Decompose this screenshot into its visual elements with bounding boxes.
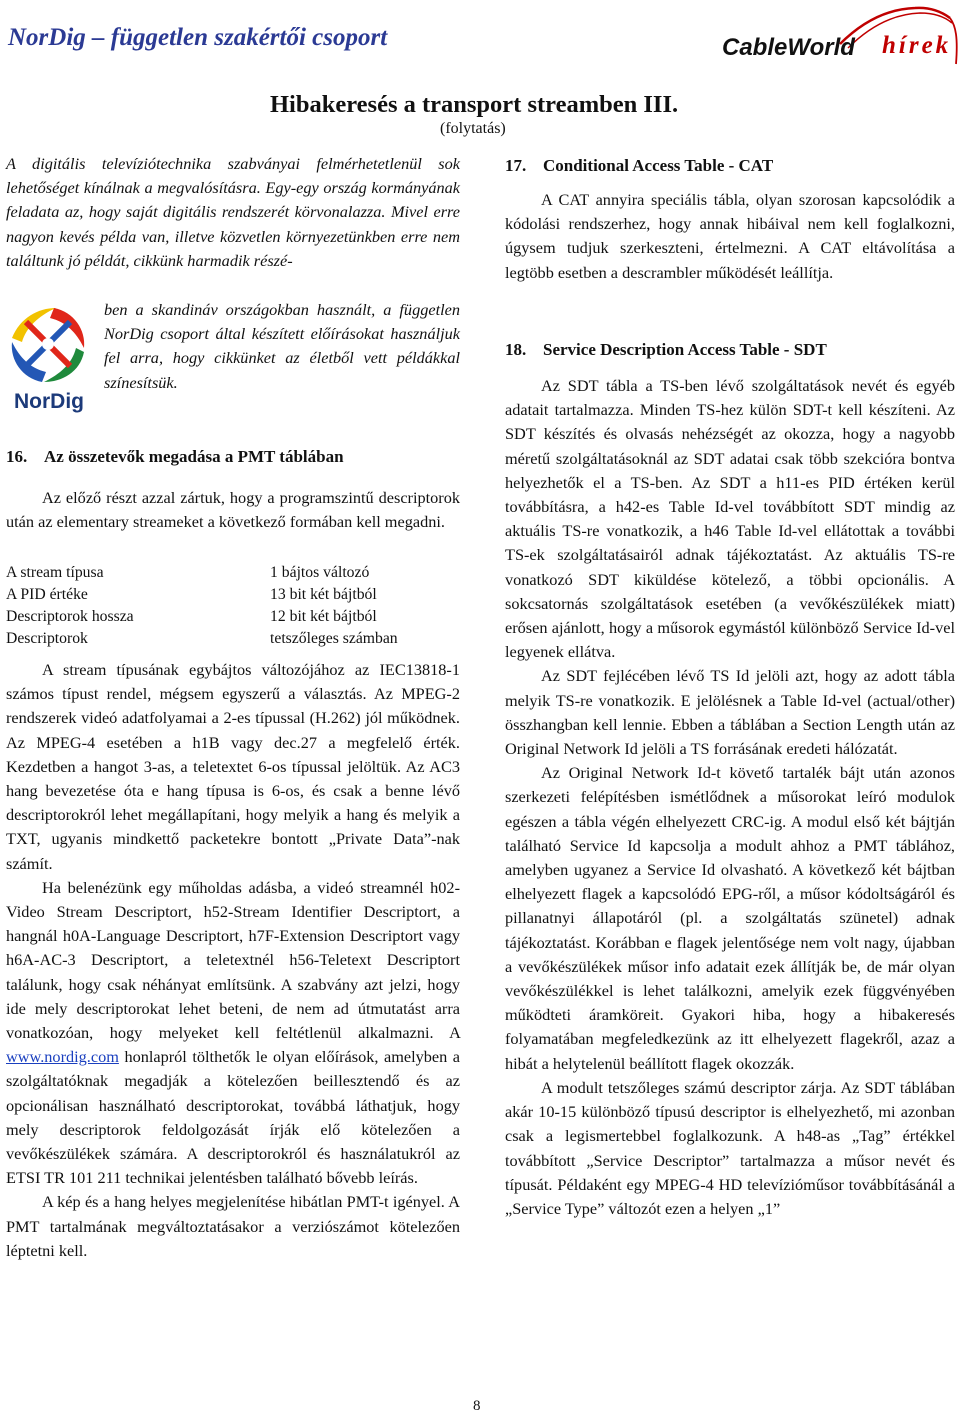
nordig-logo xyxy=(2,298,100,416)
section-16-para3 xyxy=(6,876,460,1191)
section-17-para1: A CAT annyira speciális tábla, olyan szorosan kapcsolódik a kódolási rendszerhez, hogy annak hibáival nem kell foglalkozni, úgysem tudjuk szerkeszteni, értelmezni. A CAT eltávolítása a legtöbb esetben a descrambler működését leállítja. xyxy=(505,190,955,282)
section-16-heading xyxy=(6,445,344,469)
section-18-para1: Az SDT tábla a TS-ben lévő szolgáltatások nevét és egyéb adatait tartalmazza. Minden TS-hez külön SDT-t kell készíteni. Az SDT készítés és olvasás nehézségét az okozza, hogy a nagyobb méretű szolgáltatásoknál az SDT adatai csak több szekcióra bontva helyezhetők el a TS-ben. Az SDT a h11-es PID értéken kerül továbbításra, a h42-es Table Id-vel továbbított SDT mindig az aktuális TS-re vonatkozik, a h46 Table Id-vel ellátottak a további TS-ek szolgáltatásairól adnak tájékoztatást. Az aktuális TS-re vonatkozó SDT kiküldése kötelező, a többi opcionális. A sokcsatornás szolgáltatások esetében (a vevőkészülékek miatt) erősen ajánlott, hogy a műsorok egymástól különböző Service Id-vel legyenek ellátva. xyxy=(505,376,955,662)
section-16-title: Az összetevők megadása a PMT táblában xyxy=(44,447,344,466)
section-17-heading xyxy=(505,154,773,178)
definition-key: A stream típusa xyxy=(6,564,104,581)
logo-brand: CableWorld xyxy=(722,34,855,61)
definition-row xyxy=(6,628,460,650)
page-number: 8 xyxy=(473,1398,481,1414)
definition-row xyxy=(6,584,460,606)
section-17-title: Conditional Access Table - CAT xyxy=(543,156,774,175)
definition-value: tetszőleges számban xyxy=(270,630,398,647)
section-18-heading xyxy=(505,338,827,362)
section-16-para4: A kép és a hang helyes megjelenítése hibátlan PMT-t igényel. A PMT tartalmának megváltoztatásakor a verziószámot kötelezően léptetni kell. xyxy=(6,1192,460,1260)
definition-row xyxy=(6,606,460,628)
definition-value: 13 bit két bájtból xyxy=(270,586,377,603)
section-16-body xyxy=(6,658,460,1263)
nordig-logo-text: NorDig xyxy=(14,390,84,413)
article-subtitle: (folytatás) xyxy=(440,120,506,137)
section-18-number: 18. xyxy=(505,340,527,359)
section-18-title: Service Description Access Table - SDT xyxy=(543,340,827,359)
nordig-website-link[interactable]: www.nordig.com xyxy=(6,1047,119,1067)
section-16-para2: A stream típusának egybájtos változójához az IEC13818-1 számos típust rendel, mégsem egyszerű a választás. Az MPEG-2 rendszerek videó adatfolyamai a 2-es típussal (H.262) jól működnek. Az MPEG-4 esetében a h1B vagy dec.27 a megfelelő érték. Kezdetben a hangot 3-as, a teletextet 6-os típussal jelöltük. Az AC3 hang bevezetése óta e hang típusa is 6-os, és csak a benne lévő descriptorokról lehet megállapítani, hogy melyik a hang és melyik a TXT, ugyanis mindkettő packetekre bontott „Private Data”-nak számít. xyxy=(6,660,460,873)
section-17-number: 17. xyxy=(505,156,527,175)
definition-key: A PID értéke xyxy=(6,586,88,603)
section-16-para3-end: honlapról tölthetők le olyan előírások, amelyben a szolgáltatóknak megadják a kötelezően beillesztendő és az opcionálisan használható descriptorokat, továbbá láthatjuk, hogy mely descriptorok feldolgozását írják elő kötelezően a vevőkészülékek számára. A descriptorokról és használatukról az ETSI TR 101 211 technikai jelentésben található bővebb leírás. xyxy=(6,1047,461,1188)
section-16-para3-start: Ha belenézünk egy műholdas adásba, a videó streamnél h02-Video Stream Descriptort, h52-Stream Identifier Descriptort, a hangnál h0A-Language Descriptort, h7F-Extension Descriptort vagy h6A-AC-3 Descriptort, a teletextnél h56-Teletext Descriptort találunk, hogy csak néhányat említsünk. A szabvány azt jelzi, hogy ide mely descriptorokat lehet beteni, de nem ad útmutatást arra vonatkozóan, hogy melyeket kell feltétlenül alkalmazni. A xyxy=(6,877,460,1043)
section-18-body xyxy=(505,374,955,1221)
definition-list xyxy=(6,562,460,650)
cableworld-logo xyxy=(720,4,960,74)
section-18-para4: A modult tetszőleges számú descriptor zárja. Az SDT táblában akár 10-15 különböző típusú descriptor is elhelyezhető, mi azonban csak a legismertebbel foglalkozunk. A h48-as „Tag” értékkel továbbított „Service Descriptor” tartalmazza a műsor nevét és típusát. Példaként egy MPEG-4 HD televízióműsor továbbításánál a „Service Type” változót ezen a helyen „1” xyxy=(505,1077,955,1218)
section-16-para1: Az előző részt azzal zártuk, hogy a programszintű descriptorok után az elementary streameket a következő formában kell megadni. xyxy=(6,488,460,532)
definition-value: 1 bájtos változó xyxy=(270,564,370,581)
definition-key: Descriptorok hossza xyxy=(6,608,134,625)
section-16-number: 16. xyxy=(6,447,28,466)
article-title: Hibakeresés a transport streamben III. xyxy=(270,91,679,118)
logo-suffix: hírek xyxy=(882,32,952,59)
intro-paragraph-top: A digitális televíziótechnika szabványai felmérhetetlenül sok lehetőséget kínálnak a megvalósításra. Egy-egy ország kormányának feladata az, hogy saját digitális rendszerét körvonalazza. Mivel erre nagyon kevés példa van, illetve közvetlen környezetünkben erre nem találtunk jó példát, cikkünk harmadik részé- xyxy=(6,154,460,270)
nordig-logo-mark xyxy=(12,308,84,382)
intro-paragraph-wrap: ben a skandináv országokban használt, a független NorDig csoport által készített előírásokat használjuk fel arra, hogy cikkünket az életből vett példákkal színesítsük. xyxy=(104,300,460,392)
definition-value: 12 bit két bájtból xyxy=(270,608,377,625)
header-title: NorDig – független szakértői csoport xyxy=(8,24,388,51)
section-18-para3: Az Original Network Id-t követő tartalék bájt után azonos szerkezeti felépítésben ismétlődnek a műsorokat leíró modulok egészen a tábla végén elhelyezett CRC-ig. A modul első két bájtján található Service Id kapcsolja a modult ahhoz a PMT táblához, amelyben ugyanez a Service Id olvasható. A következő két bájtban elhelyezett flagek a kapcsolódó EPG-ről, a műsor kódoltságáról és pillanatnyi állapotáról (pl. a szolgáltatás szünetel) adnak tájékoztatást. Korábban e flagek jelentősége nem volt nagy, újabban a vevőkészülékek műsor info adatait ezek állítják be, de már olyan vevőkészülékkel is lehet találkozni, amelyik ezek függvényében működteti áramköreit. Gyakori hiba, hogy a hibakeresés folyamatában megfeledkezünk az itt elhelyezett flagekről, azaz a hibát a helytelenül beállított flagek okozzák. xyxy=(505,763,955,1073)
definition-row xyxy=(6,562,460,584)
section-18-para2: Az SDT fejlécében lévő TS Id jelöli azt, hogy az adott tábla melyik TS-re vonatkozik. E jelölésnek a Table Id-vel (actual/other) összhangban kell lennie. Ebben a táblában a Section Length után az Original Network Id jelöli a TS forrásának eredeti hálózatát. xyxy=(505,666,955,759)
definition-key: Descriptorok xyxy=(6,630,88,647)
